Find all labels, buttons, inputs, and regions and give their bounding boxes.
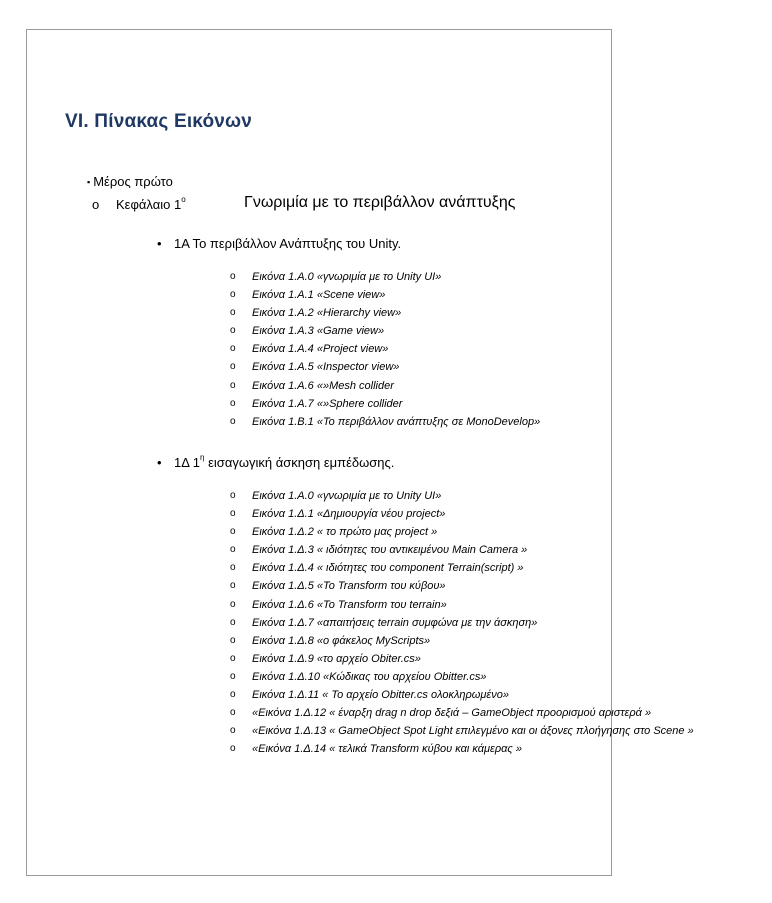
figure-caption: Εικόνα 1.Α.6 «»Mesh collider: [252, 379, 394, 392]
figure-caption: Εικόνα 1.Α.2 «Hierarchy view»: [252, 307, 402, 320]
figure-caption: Εικόνα 1.Α.0 «γνωριμία με το Unity UI»: [252, 490, 442, 502]
figure-caption: Εικόνα 1.Α.1 «Scene view»: [252, 289, 386, 302]
figure-list-item: [227, 577, 772, 595]
figure-list-item: [227, 596, 772, 614]
figure-list-item: [227, 740, 772, 758]
circle-bullet-icon: o: [230, 490, 236, 501]
section-1d-title: • 1Δ $1^\eta$ εισαγωγική άσκηση εμπέδωσης.: [157, 453, 395, 470]
section-1a-list: [227, 268, 540, 431]
circle-bullet-icon: o: [230, 598, 236, 610]
circle-bullet-icon: o: [230, 379, 236, 391]
circle-bullet-icon: o: [230, 271, 236, 282]
figure-caption: Εικόνα 1.Α.7 «»Sphere collider: [252, 397, 403, 410]
figure-caption: «Εικόνα 1.Δ.13 « GameObject Spot Light επιλεγμένο και οι άξονες πλοήγησης στο Scene »: [252, 725, 694, 738]
figure-list-item: [227, 487, 772, 505]
circle-bullet-icon: o: [230, 415, 236, 427]
circle-bullet-icon: o: [230, 289, 236, 301]
figure-list-item: [227, 632, 772, 650]
figure-list-item: [227, 286, 540, 304]
circle-bullet-icon: o: [230, 707, 236, 719]
circle-bullet-icon: o: [230, 652, 236, 664]
figure-list-item: [227, 358, 540, 376]
figure-list-item: [227, 340, 540, 358]
circle-bullet-icon: o: [230, 743, 236, 755]
figure-caption: «Εικόνα 1.Δ.12 « έναρξη drag n drop δεξιά – GameObject προορισμού αριστερά »: [252, 707, 652, 720]
part-text: Μέρος πρώτο: [93, 174, 173, 189]
dot-bullet-icon: •: [157, 455, 162, 470]
square-bullet-icon: ▪: [87, 177, 91, 187]
figure-caption: Εικόνα 1.Δ.9 «το αρχείο Obiter.cs»: [252, 652, 421, 665]
figure-list-item: [227, 413, 540, 431]
circle-bullet-icon: o: [230, 526, 236, 538]
part-label: [87, 174, 173, 189]
figure-caption: Εικόνα 1.Α.5 «Inspector view»: [252, 361, 400, 374]
figure-caption: Εικόνα 1.Δ.5 «Το Transform του κύβου»: [252, 580, 446, 593]
figure-list-item: [227, 686, 772, 704]
figure-caption: Εικόνα 1.Δ.11 « Το αρχείο Obitter.cs ολοκληρωμένο»: [252, 689, 509, 702]
circle-bullet-icon: o: [230, 508, 236, 520]
circle-bullet-icon: o: [230, 361, 236, 373]
chapter-label: Κεφάλαιο $1^o$: [116, 195, 186, 212]
figure-caption: Εικόνα 1.Β.1 «Το περιβάλλον ανάπτυξης σε MonoDevelop»: [252, 415, 541, 428]
figure-list-item: [227, 722, 772, 740]
figure-caption: «Εικόνα 1.Δ.14 « τελικά Transform κύβου και κάμερας »: [252, 743, 522, 756]
figure-list-item: [227, 559, 772, 577]
circle-bullet-icon: o: [230, 562, 236, 574]
figure-caption: Εικόνα 1.Δ.10 «Κώδικας του αρχείου Obitter.cs»: [252, 670, 487, 683]
chapter-title: Γνωριμία με το περιβάλλον ανάπτυξης: [244, 194, 516, 211]
figure-list-item: [227, 668, 772, 686]
figure-caption: Εικόνα 1.Α.0 «γνωριμία με το Unity UI»: [252, 271, 442, 283]
figure-list-item: [227, 505, 772, 523]
figure-caption: Εικόνα 1.Δ.4 « ιδιότητες του component Terrain(script) »: [252, 562, 524, 575]
figure-caption: Εικόνα 1.Δ.7 «απαιτήσεις terrain συμφώνα με την άσκηση»: [252, 616, 538, 629]
figure-caption: Εικόνα 1.Α.3 «Game view»: [252, 325, 385, 338]
circle-bullet-icon: o: [230, 343, 236, 355]
figure-list-item: [227, 268, 540, 286]
circle-bullet-icon: o: [230, 616, 236, 628]
circle-bullet-icon: o: [230, 325, 236, 337]
circle-bullet-icon: o: [230, 580, 236, 592]
circle-bullet-icon: o: [230, 544, 236, 556]
circle-bullet-icon: o: [230, 397, 236, 409]
figure-list-item: [227, 704, 772, 722]
dot-bullet-icon: •: [157, 236, 162, 251]
figure-list-item: [227, 377, 540, 395]
figure-caption: Εικόνα 1.Δ.2 « το πρώτο μας project »: [252, 526, 438, 539]
figure-list-item: [227, 304, 540, 322]
section-1a-title: • 1Α Το περιβάλλον Ανάπτυξης του Unity.: [157, 236, 402, 251]
circle-bullet-icon: o: [230, 307, 236, 319]
figure-list-item: [227, 523, 772, 541]
circle-bullet-icon: o: [92, 197, 100, 212]
figure-caption: Εικόνα 1.Α.4 «Project view»: [252, 343, 389, 356]
chapter-line: [92, 194, 592, 212]
circle-bullet-icon: o: [230, 670, 236, 682]
circle-bullet-icon: o: [230, 725, 236, 737]
circle-bullet-icon: o: [230, 634, 236, 646]
page-heading: VI. Πίνακας Εικόνων: [65, 111, 253, 132]
figure-list-item: [227, 650, 772, 668]
circle-bullet-icon: o: [230, 689, 236, 701]
figure-caption: Εικόνα 1.Δ.6 «Το Transform του terrain»: [252, 598, 447, 611]
section-1d-list: [227, 487, 772, 758]
figure-list-item: [227, 395, 540, 413]
figure-caption: Εικόνα 1.Δ.8 «ο φάκελος MyScripts»: [252, 634, 431, 647]
figure-list-item: [227, 541, 772, 559]
figure-list-item: [227, 614, 772, 632]
figure-caption: Εικόνα 1.Δ.1 «Δημιουργία νέου project»: [252, 508, 446, 521]
figure-caption: Εικόνα 1.Δ.3 « ιδιότητες του αντικειμένου Main Camera »: [252, 544, 528, 557]
figure-list-item: [227, 322, 540, 340]
